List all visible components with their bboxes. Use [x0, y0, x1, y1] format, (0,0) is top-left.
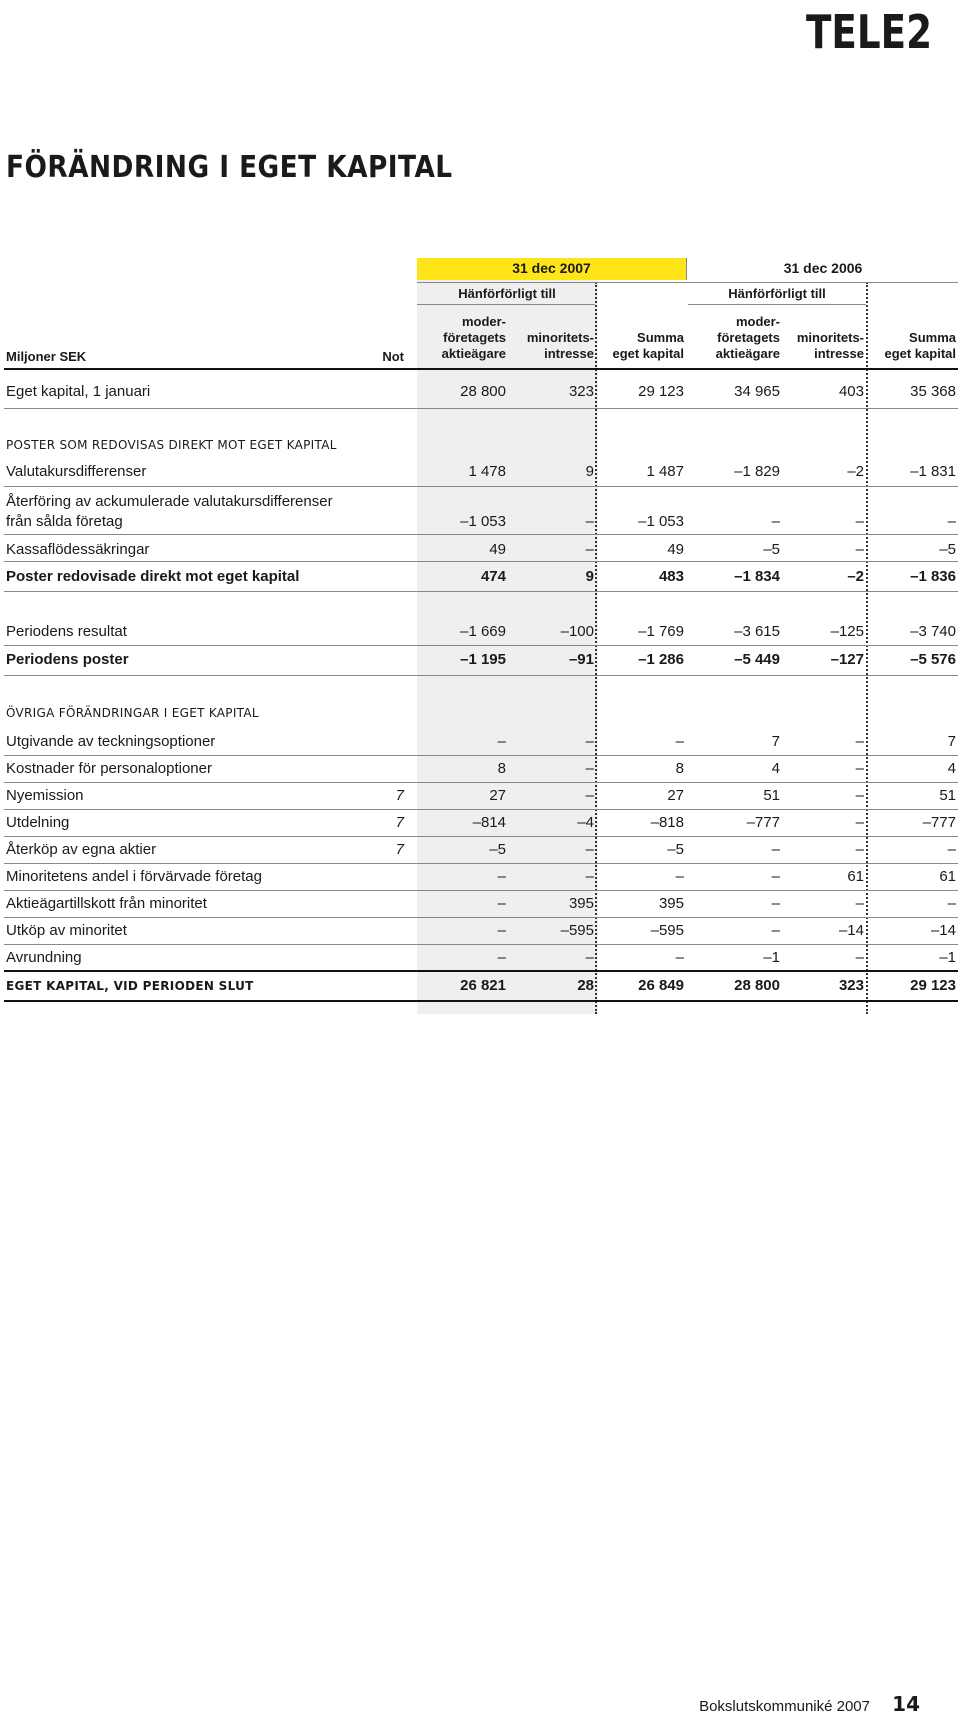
cell: –91 — [568, 651, 594, 668]
cell: 29 123 — [638, 383, 684, 400]
cell: – — [855, 949, 864, 966]
cell: 27 — [489, 787, 506, 804]
cell: –5 576 — [910, 651, 956, 668]
cell: 27 — [667, 787, 684, 804]
cell: 4 — [771, 760, 780, 777]
cell: 7 — [771, 733, 780, 750]
cell: – — [771, 841, 780, 858]
cell: –2 — [847, 463, 864, 480]
table-row-total — [4, 974, 958, 998]
cell: – — [675, 733, 684, 750]
cell: – — [855, 814, 864, 831]
col-minority-2007 — [510, 330, 594, 362]
cell: – — [855, 760, 864, 777]
row-rule — [4, 675, 958, 676]
table-row — [4, 865, 958, 889]
cell: –14 — [838, 922, 864, 939]
table-row — [4, 811, 958, 835]
cell: 474 — [480, 568, 506, 585]
row-label: Kostnader för personaloptioner — [6, 760, 212, 777]
row-rule — [4, 890, 958, 891]
table-row — [4, 919, 958, 943]
cell: – — [497, 922, 506, 939]
col-minority-line1: minoritets- — [526, 330, 594, 345]
cell: 51 — [763, 787, 780, 804]
cell: – — [497, 733, 506, 750]
cell: – — [675, 868, 684, 885]
cell: 8 — [675, 760, 684, 777]
row-rule — [4, 534, 958, 535]
cell: 34 965 — [734, 383, 780, 400]
cell: 49 — [489, 541, 506, 558]
row-rule — [4, 863, 958, 864]
total-top-rule — [4, 970, 958, 972]
page-number: 14 — [892, 1692, 920, 1716]
cell: 61 — [847, 868, 864, 885]
row-label: Återköp av egna aktier — [6, 841, 157, 858]
cell: – — [947, 895, 956, 912]
row-label: Nyemission — [6, 787, 84, 804]
col-parent-line2: företagets — [717, 330, 780, 345]
cell: –1 834 — [734, 568, 780, 585]
row-rule — [4, 645, 958, 646]
section-heading-direct: POSTER SOM REDOVISAS DIREKT MOT EGET KAPITAL — [6, 438, 337, 452]
row-rule — [4, 836, 958, 837]
col-parent-2006 — [688, 314, 780, 362]
cell: – — [947, 841, 956, 858]
year-2006-header: 31 dec 2006 — [783, 260, 863, 276]
cell: 323 — [838, 977, 864, 994]
cell: –4 — [577, 814, 594, 831]
row-rule — [4, 809, 958, 810]
col-parent-line3: aktieägare — [441, 346, 506, 361]
miljoner-sek-label: Miljoner SEK — [6, 349, 87, 364]
col-minority-line2: intresse — [814, 346, 864, 361]
row-label: Minoritetens andel i förvärvade företag — [6, 868, 262, 885]
cell: –1 669 — [460, 623, 506, 640]
cell: –5 449 — [734, 651, 780, 668]
cell: –1 829 — [734, 463, 780, 480]
row-rule — [4, 944, 958, 945]
table-row — [4, 892, 958, 916]
header-bottom-rule — [4, 368, 958, 370]
cell: –1 836 — [910, 568, 956, 585]
cell: – — [855, 513, 864, 530]
cell: 9 — [585, 463, 594, 480]
cell: – — [585, 760, 594, 777]
cell: – — [585, 513, 594, 530]
logo-text: TELE2 — [806, 5, 932, 59]
cell: –1 053 — [460, 513, 506, 530]
cell: – — [855, 895, 864, 912]
cell: –818 — [650, 814, 684, 831]
row-label: Periodens resultat — [6, 623, 127, 640]
cell: – — [947, 513, 956, 530]
table-row — [4, 538, 958, 562]
cell: 395 — [568, 895, 594, 912]
cell: 28 800 — [734, 977, 780, 994]
row-rule — [4, 917, 958, 918]
col-sum-line1: Summa — [637, 330, 684, 345]
col-sum-2007 — [598, 330, 684, 362]
cell: – — [771, 513, 780, 530]
col-minority-line1: minoritets- — [796, 330, 864, 345]
cell: 29 123 — [910, 977, 956, 994]
row-rule — [4, 782, 958, 783]
col-minority-line2: intresse — [544, 346, 594, 361]
table-row-subtotal — [4, 565, 958, 589]
cell: –1 831 — [910, 463, 956, 480]
cell: –777 — [922, 814, 956, 831]
table-row — [4, 620, 958, 644]
year-2007-header: 31 dec 2007 — [512, 260, 591, 276]
row-label: Återföring av ackumulerade valutakursdifferenser — [6, 493, 333, 510]
row-rule — [4, 408, 958, 409]
cell: – — [771, 922, 780, 939]
row-label: Utdelning — [6, 814, 70, 831]
cell: 28 — [577, 977, 594, 994]
col-sum-line2: eget kapital — [884, 346, 956, 361]
cell: –3 740 — [910, 623, 956, 640]
row-label: Periodens poster — [6, 651, 129, 668]
header-rule-2 — [417, 304, 595, 305]
table-row — [4, 784, 958, 808]
cell: –1 053 — [638, 513, 684, 530]
row-label: EGET KAPITAL, VID PERIODEN SLUT — [6, 979, 254, 993]
cell: – — [771, 895, 780, 912]
cell: – — [585, 841, 594, 858]
cell: 1 478 — [468, 463, 506, 480]
cell: –595 — [650, 922, 684, 939]
cell: 49 — [667, 541, 684, 558]
cell: –100 — [560, 623, 594, 640]
cell: – — [855, 787, 864, 804]
table-row — [4, 838, 958, 862]
cell: – — [855, 541, 864, 558]
row-label: Poster redovisade direkt mot eget kapital — [6, 568, 300, 585]
table-row-subtotal — [4, 648, 958, 672]
row-label-continued: från sålda företag — [6, 513, 123, 530]
attributable-2007: Hänförförligt till — [458, 286, 556, 301]
table-row — [4, 490, 958, 538]
cell: – — [585, 949, 594, 966]
cell: –1 769 — [638, 623, 684, 640]
table-row — [4, 946, 958, 970]
row-label: Eget kapital, 1 januari — [6, 383, 151, 400]
row-note: 7 — [395, 787, 404, 804]
attributable-2006: Hänförförligt till — [728, 286, 826, 301]
table-row — [4, 730, 958, 754]
cell: – — [497, 895, 506, 912]
footer-report-name: Bokslutskommuniké 2007 — [699, 1698, 870, 1715]
cell: –814 — [472, 814, 506, 831]
cell: 1 487 — [646, 463, 684, 480]
col-parent-2007 — [410, 314, 506, 362]
table-row — [4, 380, 958, 404]
row-label: Aktieägartillskott från minoritet — [6, 895, 207, 912]
cell: 4 — [947, 760, 956, 777]
cell: –2 — [847, 568, 864, 585]
tele2-logo — [804, 4, 934, 59]
cell: – — [497, 949, 506, 966]
cell: – — [585, 868, 594, 885]
row-label: Kassaflödessäkringar — [6, 541, 150, 558]
cell: 28 800 — [460, 383, 506, 400]
cell: –5 — [489, 841, 506, 858]
cell: – — [855, 841, 864, 858]
col-sum-2006 — [868, 330, 956, 362]
cell: 61 — [939, 868, 956, 885]
col-minority-2006 — [782, 330, 864, 362]
cell: – — [585, 541, 594, 558]
cell: –1 — [763, 949, 780, 966]
cell: –1 — [939, 949, 956, 966]
row-label: Utgivande av teckningsoptioner — [6, 733, 216, 750]
col-parent-line1: moder- — [735, 314, 780, 329]
col-parent-line1: moder- — [461, 314, 506, 329]
row-label: Utköp av minoritet — [6, 922, 127, 939]
table-row — [4, 460, 958, 484]
cell: –127 — [830, 651, 864, 668]
cell: 26 821 — [460, 977, 506, 994]
year-divider — [686, 258, 687, 280]
header-rule-1 — [417, 282, 958, 283]
cell: 8 — [497, 760, 506, 777]
header-rule-3 — [688, 304, 866, 305]
cell: 7 — [947, 733, 956, 750]
cell: 26 849 — [638, 977, 684, 994]
cell: 35 368 — [910, 383, 956, 400]
cell: –5 — [667, 841, 684, 858]
cell: – — [855, 733, 864, 750]
col-sum-line2: eget kapital — [612, 346, 684, 361]
cell: –5 — [939, 541, 956, 558]
cell: 483 — [658, 568, 684, 585]
cell: – — [771, 868, 780, 885]
col-parent-line2: företagets — [443, 330, 506, 345]
col-sum-line1: Summa — [909, 330, 956, 345]
section-heading-other: ÖVRIGA FÖRÄNDRINGAR I EGET KAPITAL — [6, 706, 259, 720]
total-bottom-rule — [4, 1000, 958, 1002]
col-parent-line3: aktieägare — [715, 346, 780, 361]
row-label: Valutakursdifferenser — [6, 463, 147, 480]
row-note: 7 — [395, 814, 404, 831]
cell: –3 615 — [734, 623, 780, 640]
not-label: Not — [382, 349, 404, 364]
cell: – — [497, 868, 506, 885]
row-note: 7 — [395, 841, 404, 858]
cell: –125 — [830, 623, 864, 640]
row-rule — [4, 755, 958, 756]
cell: –1 195 — [460, 651, 506, 668]
cell: –595 — [560, 922, 594, 939]
cell: 323 — [568, 383, 594, 400]
cell: 51 — [939, 787, 956, 804]
row-rule — [4, 561, 958, 562]
cell: 395 — [658, 895, 684, 912]
row-label: Avrundning — [6, 949, 82, 966]
cell: –5 — [763, 541, 780, 558]
cell: 9 — [585, 568, 594, 585]
cell: –1 286 — [638, 651, 684, 668]
row-rule — [4, 486, 958, 487]
cell: – — [585, 787, 594, 804]
row-rule — [4, 591, 958, 592]
cell: – — [675, 949, 684, 966]
table-row — [4, 757, 958, 781]
page-title: FÖRÄNDRING I EGET KAPITAL — [6, 150, 453, 185]
cell: – — [585, 733, 594, 750]
cell: 403 — [838, 383, 864, 400]
cell: –14 — [930, 922, 956, 939]
cell: –777 — [746, 814, 780, 831]
